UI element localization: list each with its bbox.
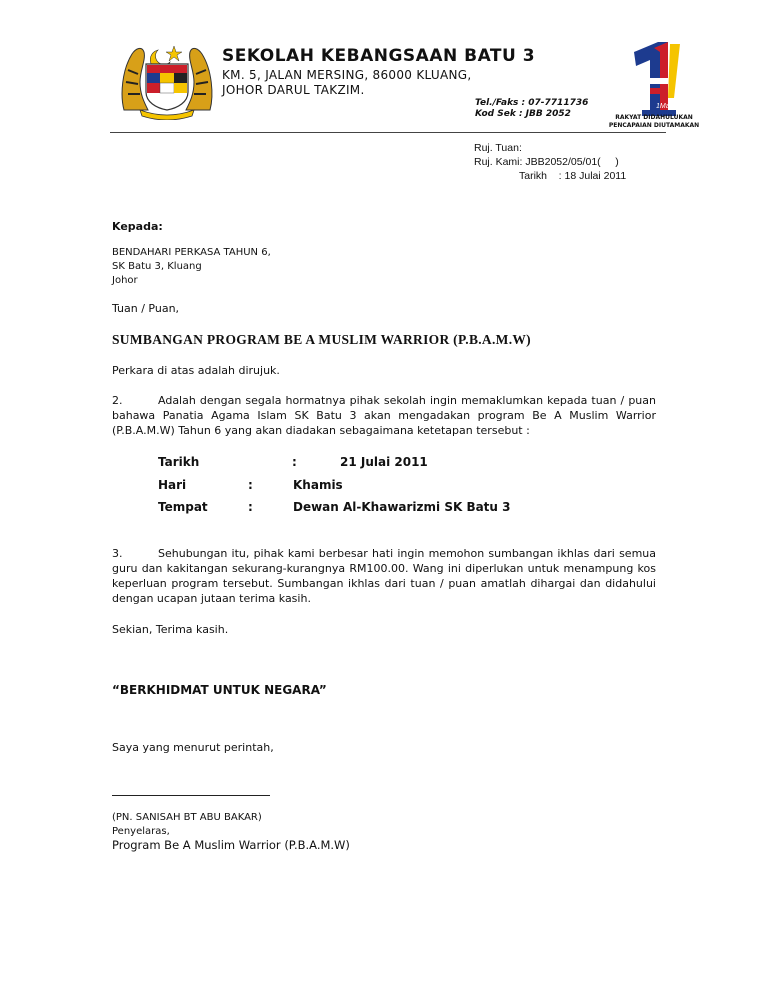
detail-label-tarikh: Tarikh xyxy=(158,455,200,469)
signatory-name: (PN. SANISAH BT ABU BAKAR) xyxy=(112,812,262,823)
address-line-1: KM. 5, JALAN MERSING, 86000 KLUANG, xyxy=(222,68,472,82)
detail-value-hari: Khamis xyxy=(293,478,343,492)
recipient-line-1: BENDAHARI PERKASA TAHUN 6, xyxy=(112,247,271,258)
school-code: Kod Sek : JBB 2052 xyxy=(475,109,571,119)
closing-text: Sekian, Terima kasih. xyxy=(112,623,229,636)
logo-text: 1Malaysia xyxy=(656,103,688,110)
paragraph-2-number: 2. xyxy=(112,394,123,407)
paragraph-2 xyxy=(112,393,656,438)
recipient-heading: Kepada: xyxy=(112,220,163,233)
detail-value-tempat: Dewan Al-Khawarizmi SK Batu 3 xyxy=(293,500,511,514)
paragraph-3 xyxy=(112,546,656,606)
paragraph-3-number: 3. xyxy=(112,547,123,560)
recipient-line-2: SK Batu 3, Kluang xyxy=(112,261,202,272)
slogan-line-2: PENCAPAIAN DIUTAMAKAN xyxy=(608,122,700,129)
signatory-program: Program Be A Muslim Warrior (P.B.A.M.W) xyxy=(112,838,350,852)
intro-text: Perkara di atas adalah dirujuk. xyxy=(112,364,280,377)
tel-fax: Tel./Faks : 07-7711736 xyxy=(475,98,589,108)
address-line-2: JOHOR DARUL TAKZIM. xyxy=(222,83,365,97)
letterhead-divider xyxy=(110,132,666,133)
sign-off: Saya yang menurut perintah, xyxy=(112,741,274,754)
signature-line xyxy=(112,795,270,796)
signatory-position: Penyelaras, xyxy=(112,826,170,837)
paragraph-2-text: Adalah dengan segala hormatnya pihak sekolah ingin memaklumkan kepada tuan / puan bahawa Panatia Agama Islam SK Batu 3 akan mengadakan program Be A Muslim Warrior (P.B.A.M.W) Tahun 6 yang akan diadakan sebagaimana ketetapan tersebut : xyxy=(112,394,656,437)
salutation: Tuan / Puan, xyxy=(112,302,180,315)
ref-ruj-tuan: Ruj. Tuan: xyxy=(474,142,522,154)
recipient-line-3: Johor xyxy=(112,275,138,286)
motto: “BERKHIDMAT UNTUK NEGARA” xyxy=(112,683,327,697)
slogan-line-1: RAKYAT DIDAHULUKAN xyxy=(615,114,693,121)
detail-sep-tempat: : xyxy=(248,500,253,514)
detail-label-hari: Hari xyxy=(158,478,187,492)
ref-tarikh: Tarikh : 18 Julai 2011 xyxy=(519,170,627,182)
paragraph-3-text: Sehubungan itu, pihak kami berbesar hati ingin memohon sumbangan ikhlas dari semua guru dan kakitangan sekurang-kurangnya RM100.00. Wang ini diperlukan untuk menampung kos keperluan program tersebut. Sumbangan ikhlas dari tuan / puan amatlah dihargai dan didahului dengan ucapan jutaan terima kasih. xyxy=(112,547,656,605)
malaysia-coat-of-arms-icon xyxy=(118,40,216,120)
subject-heading: SUMBANGAN PROGRAM BE A MUSLIM WARRIOR (P.B.A.M.W) xyxy=(112,332,531,347)
detail-sep-hari: : xyxy=(248,478,253,492)
school-name: SEKOLAH KEBANGSAAN BATU 3 xyxy=(222,46,536,66)
detail-value-tarikh: 21 Julai 2011 xyxy=(340,455,428,469)
detail-sep-tarikh: : xyxy=(292,455,297,469)
ref-ruj-kami: Ruj. Kami: JBB2052/05/01( ) xyxy=(474,156,619,168)
detail-label-tempat: Tempat xyxy=(158,500,208,514)
